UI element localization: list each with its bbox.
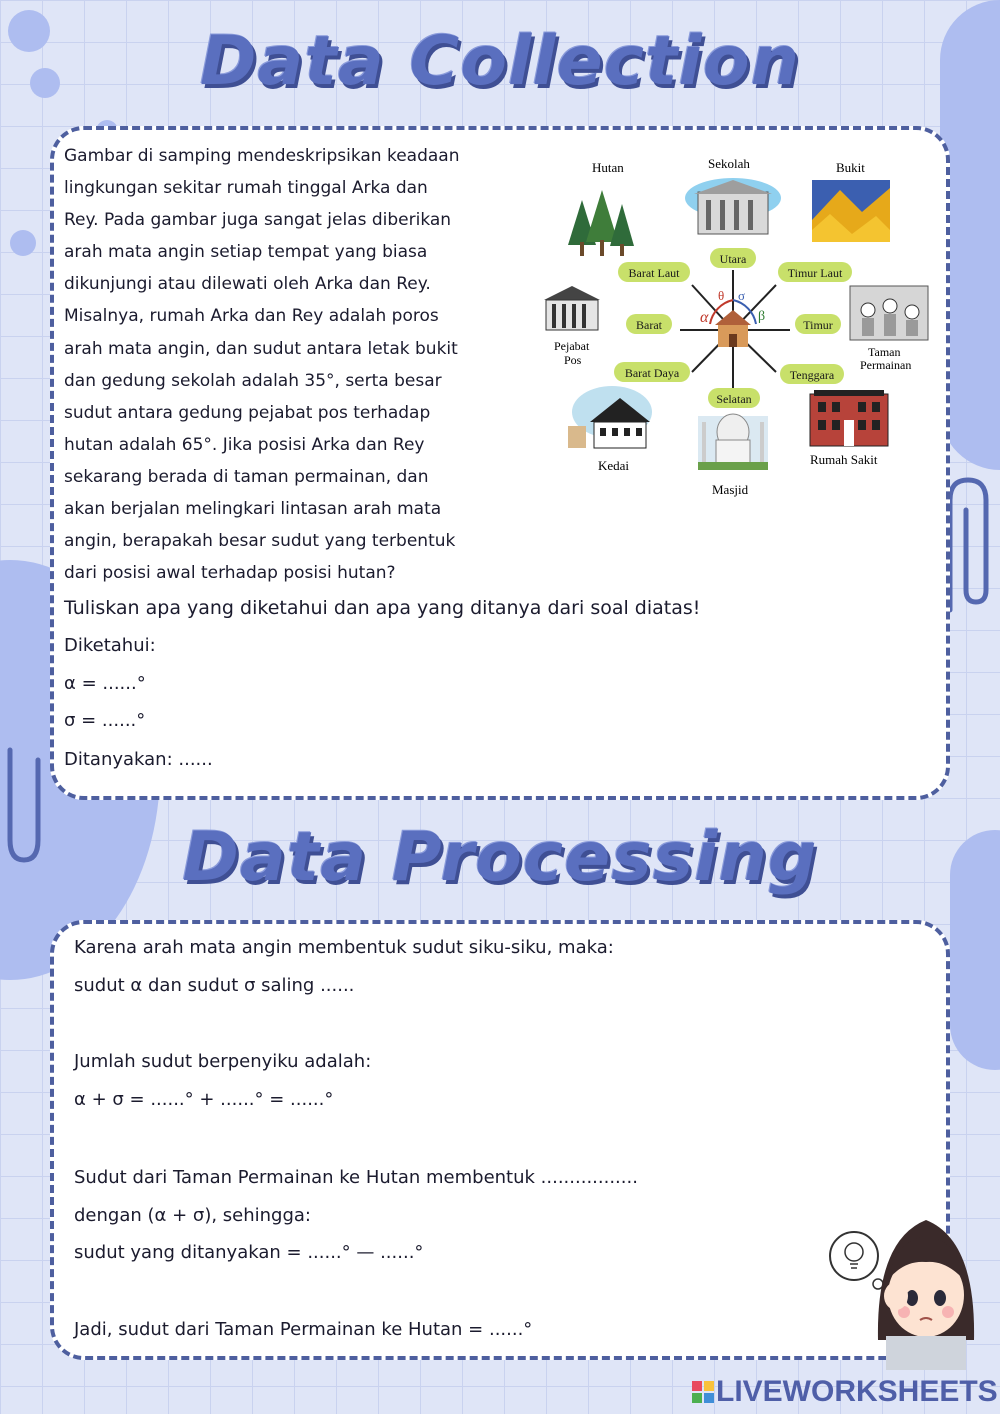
sigma-known-line[interactable]: σ = ......° <box>64 710 146 731</box>
angle-sigma: σ <box>738 288 746 303</box>
liveworksheets-logo[interactable] <box>692 1374 998 1410</box>
mosque-icon <box>698 414 768 470</box>
place-rumah-sakit: Rumah Sakit <box>810 452 878 467</box>
problem-paragraph <box>64 140 459 589</box>
processing-line-8[interactable]: Jadi, sudut dari Taman Permainan ke Hutan = ......° <box>74 1319 533 1340</box>
direction-timur-laut: Timur Laut <box>787 266 843 280</box>
direction-tenggara: Tenggara <box>789 368 835 382</box>
school-icon <box>685 178 781 234</box>
paragraph-line: Rey. Pada gambar juga sangat jelas diberikan <box>64 210 452 231</box>
direction-utara: Utara <box>719 252 747 266</box>
compass-map <box>540 150 935 505</box>
logo-icon <box>692 1381 714 1403</box>
angle-beta: β <box>758 309 766 324</box>
thinking-girl-illustration <box>826 1200 986 1370</box>
paragraph-line: Gambar di samping mendeskripsikan keadaan <box>64 146 460 166</box>
place-pejabat-pos-1: Pejabat <box>554 339 590 353</box>
known-label: Diketahui: <box>64 635 156 656</box>
direction-barat-daya: Barat Daya <box>624 366 680 380</box>
alpha-known-line[interactable]: α = ......° <box>64 673 146 694</box>
playground-icon <box>850 286 928 340</box>
asked-line[interactable]: Ditanyakan: ...... <box>64 749 213 770</box>
post-office-icon <box>544 286 600 330</box>
section-title-collection: Data Collection <box>199 22 800 101</box>
processing-line-5[interactable]: Sudut dari Taman Permainan ke Hutan membentuk ................. <box>74 1167 638 1188</box>
direction-timur: Timur <box>803 318 833 332</box>
hospital-icon <box>810 390 888 446</box>
angle-alpha: α <box>700 309 709 326</box>
instruction-text: Tuliskan apa yang diketahui dan apa yang ditanya dari soal diatas! <box>64 597 701 619</box>
paragraph-line: angin, berapakah besar sudut yang terbentuk <box>64 531 456 552</box>
paragraph-line: sekarang berada di taman permainan, dan <box>64 466 429 487</box>
angle-theta: θ <box>718 288 725 303</box>
forest-icon <box>568 190 634 256</box>
processing-line-2[interactable]: sudut α dan sudut σ saling ...... <box>74 975 355 996</box>
decor-dot <box>10 230 36 256</box>
place-kedai: Kedai <box>598 458 630 473</box>
place-taman-2: Permainan <box>860 358 912 372</box>
paragraph-line: dari posisi awal terhadap posisi hutan? <box>64 563 396 584</box>
hill-icon <box>812 180 890 242</box>
place-masjid: Masjid <box>712 482 749 497</box>
place-bukit: Bukit <box>836 160 865 175</box>
paragraph-line: sudut antara gedung pejabat pos terhadap <box>64 402 431 423</box>
direction-barat-laut: Barat Laut <box>628 266 680 280</box>
processing-line-7[interactable]: sudut yang ditanyakan = ......° — ......° <box>74 1242 424 1263</box>
paragraph-line: lingkungan sekitar rumah tinggal Arka dan <box>64 178 428 199</box>
place-sekolah: Sekolah <box>708 156 750 171</box>
place-hutan: Hutan <box>592 160 624 175</box>
place-taman-1: Taman <box>868 345 901 359</box>
paragraph-line: akan berjalan melingkari lintasan arah mata <box>64 499 442 520</box>
paragraph-line: dikunjungi atau dilewati oleh Arka dan Rey. <box>64 274 431 295</box>
direction-barat: Barat <box>636 318 662 332</box>
paragraph-line: arah mata angin setiap tempat yang biasa <box>64 242 428 263</box>
place-pejabat-pos-2: Pos <box>564 353 582 367</box>
paragraph-line: hutan adalah 65°. Jika posisi Arka dan Rey <box>64 434 425 455</box>
shop-icon <box>568 386 652 448</box>
processing-line-3: Jumlah sudut berpenyiku adalah: <box>74 1051 372 1072</box>
processing-line-1: Karena arah mata angin membentuk sudut siku-siku, maka: <box>74 937 614 958</box>
section-title-processing: Data Processing <box>182 818 818 897</box>
processing-line-6: dengan (α + σ), sehingga: <box>74 1205 311 1226</box>
paragraph-line: arah mata angin, dan sudut antara letak bukit <box>64 338 458 359</box>
paragraph-line: dan gedung sekolah adalah 35°, serta besar <box>64 370 442 391</box>
paragraph-line: Misalnya, rumah Arka dan Rey adalah poros <box>64 306 439 327</box>
processing-line-4[interactable]: α + σ = ......° + ......° = ......° <box>74 1089 334 1110</box>
brand-text: LIVEWORKSHEETS <box>716 1375 998 1409</box>
direction-selatan: Selatan <box>716 392 752 406</box>
